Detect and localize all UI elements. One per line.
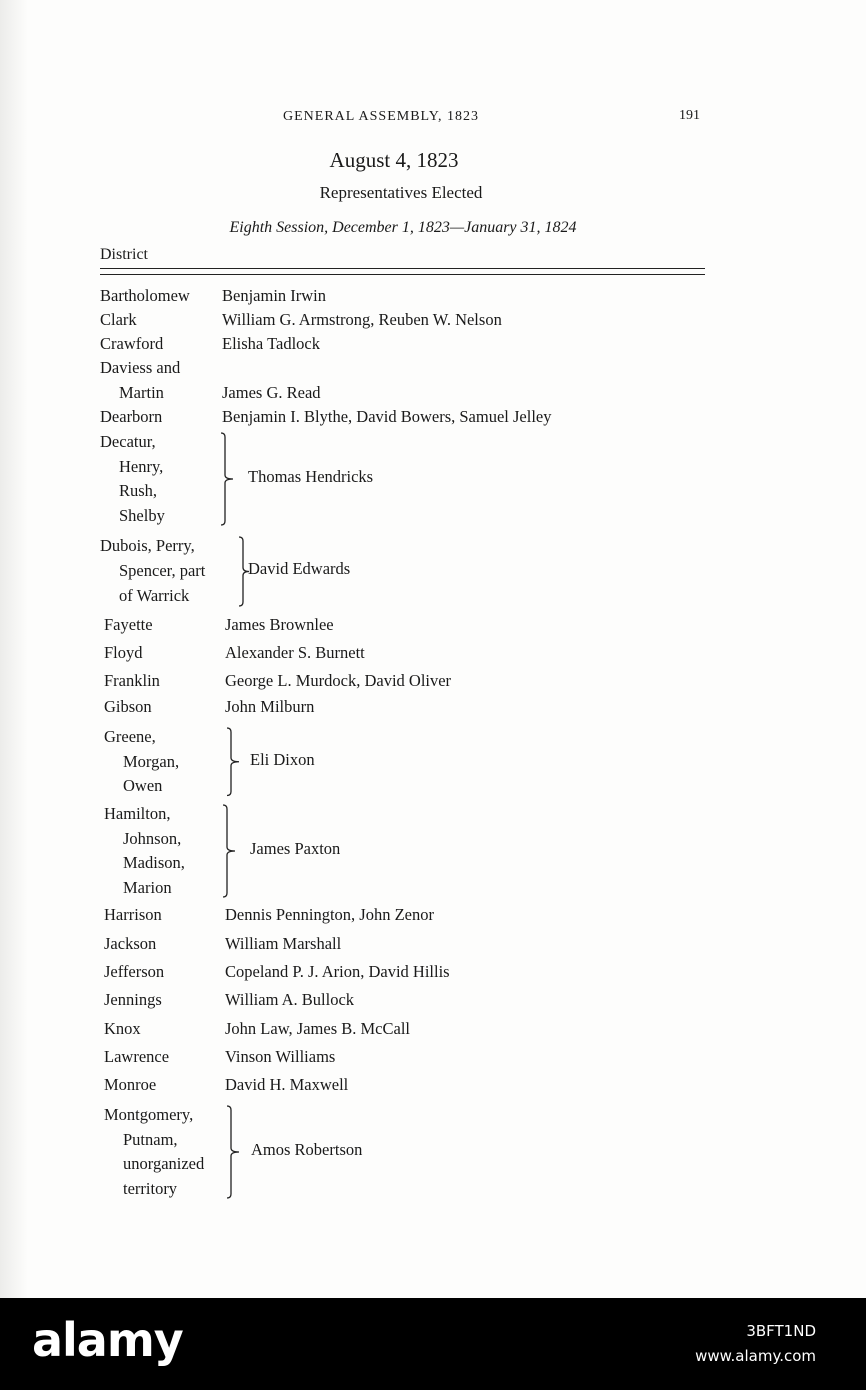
representative-names: William G. Armstrong, Reuben W. Nelson <box>222 310 502 329</box>
grouping-brace <box>220 432 234 526</box>
representative-names: Copeland P. J. Arion, David Hillis <box>225 962 450 981</box>
district-name: Madison, <box>123 853 185 872</box>
page-title: August 4, 1823 <box>329 148 459 172</box>
district-name: Putnam, <box>123 1129 178 1149</box>
district-name: Henry, <box>119 456 164 476</box>
representative-names: James Brownlee <box>225 615 334 634</box>
district-name: of Warrick <box>119 586 190 605</box>
page-number: 191 <box>679 108 700 123</box>
district-name: Shelby <box>119 505 165 525</box>
representative-names: William A. Bullock <box>225 990 355 1009</box>
district-name: Knox <box>104 1019 141 1038</box>
district-name: Crawford <box>100 334 164 353</box>
district-name: Jackson <box>104 934 157 953</box>
representative-names: James G. Read <box>222 382 321 402</box>
grouping-brace <box>226 727 240 797</box>
representative-names: Amos Robertson <box>251 1139 363 1159</box>
district-name: Montgomery, <box>104 1105 194 1124</box>
district-name: Lawrence <box>104 1047 170 1066</box>
district-name: territory <box>123 1178 178 1198</box>
district-name: Gibson <box>104 697 152 716</box>
watermark-url: www.alamy.com <box>695 1347 816 1365</box>
district-name: unorganized <box>123 1154 205 1173</box>
representative-names: John Milburn <box>225 697 315 716</box>
district-name: Fayette <box>104 615 153 634</box>
district-name: Franklin <box>104 671 160 690</box>
district-name: Morgan, <box>123 751 180 771</box>
representative-names: Dennis Pennington, John Zenor <box>225 905 434 924</box>
representative-names: William Marshall <box>225 934 342 953</box>
district-name: Dearborn <box>100 407 163 426</box>
district-name: Decatur, <box>100 432 156 451</box>
representative-names: Thomas Hendricks <box>248 466 374 486</box>
page-subtitle: Representatives Elected <box>319 183 483 202</box>
district-name: Harrison <box>104 905 162 924</box>
representative-names: James Paxton <box>250 838 341 858</box>
representative-names: Benjamin Irwin <box>222 286 327 305</box>
representative-names: George L. Murdock, David Oliver <box>225 671 452 690</box>
district-name: Hamilton, <box>104 804 171 823</box>
header-rule-bottom <box>100 274 705 275</box>
district-name: Martin <box>119 382 164 402</box>
representative-names: Alexander S. Burnett <box>225 643 365 662</box>
district-name: Jefferson <box>104 962 165 981</box>
district-column-header: District <box>100 246 148 263</box>
running-head: GENERAL ASSEMBLY, 1823 <box>283 109 480 124</box>
district-name: Greene, <box>104 727 156 746</box>
district-name: Bartholomew <box>100 286 190 305</box>
district-name: Jennings <box>104 990 162 1009</box>
district-name: Floyd <box>104 643 143 662</box>
district-name: Monroe <box>104 1075 157 1094</box>
district-name: Clark <box>100 310 137 329</box>
session-dates: Eighth Session, December 1, 1823—January 31, 1824 <box>229 219 577 236</box>
image-id: 3BFT1ND <box>746 1322 816 1340</box>
header-rule-top <box>100 268 705 269</box>
representative-names: Elisha Tadlock <box>222 334 320 353</box>
district-name: Daviess and <box>100 358 181 377</box>
representative-names: David Edwards <box>248 559 351 578</box>
grouping-brace <box>226 1105 240 1199</box>
district-name: Owen <box>123 776 163 795</box>
representative-names: John Law, James B. McCall <box>225 1019 410 1038</box>
representative-names: David H. Maxwell <box>225 1075 349 1094</box>
grouping-brace <box>222 804 236 898</box>
representative-names: Vinson Williams <box>225 1047 336 1066</box>
representative-names: Eli Dixon <box>250 749 315 769</box>
district-name: Dubois, Perry, <box>100 536 195 555</box>
district-name: Rush, <box>119 481 158 500</box>
alamy-logo: alamy <box>32 1313 183 1367</box>
district-name: Johnson, <box>123 828 182 848</box>
district-name: Spencer, part <box>119 561 206 580</box>
representative-names: Benjamin I. Blythe, David Bowers, Samuel Jelley <box>222 407 552 426</box>
district-name: Marion <box>123 877 172 897</box>
